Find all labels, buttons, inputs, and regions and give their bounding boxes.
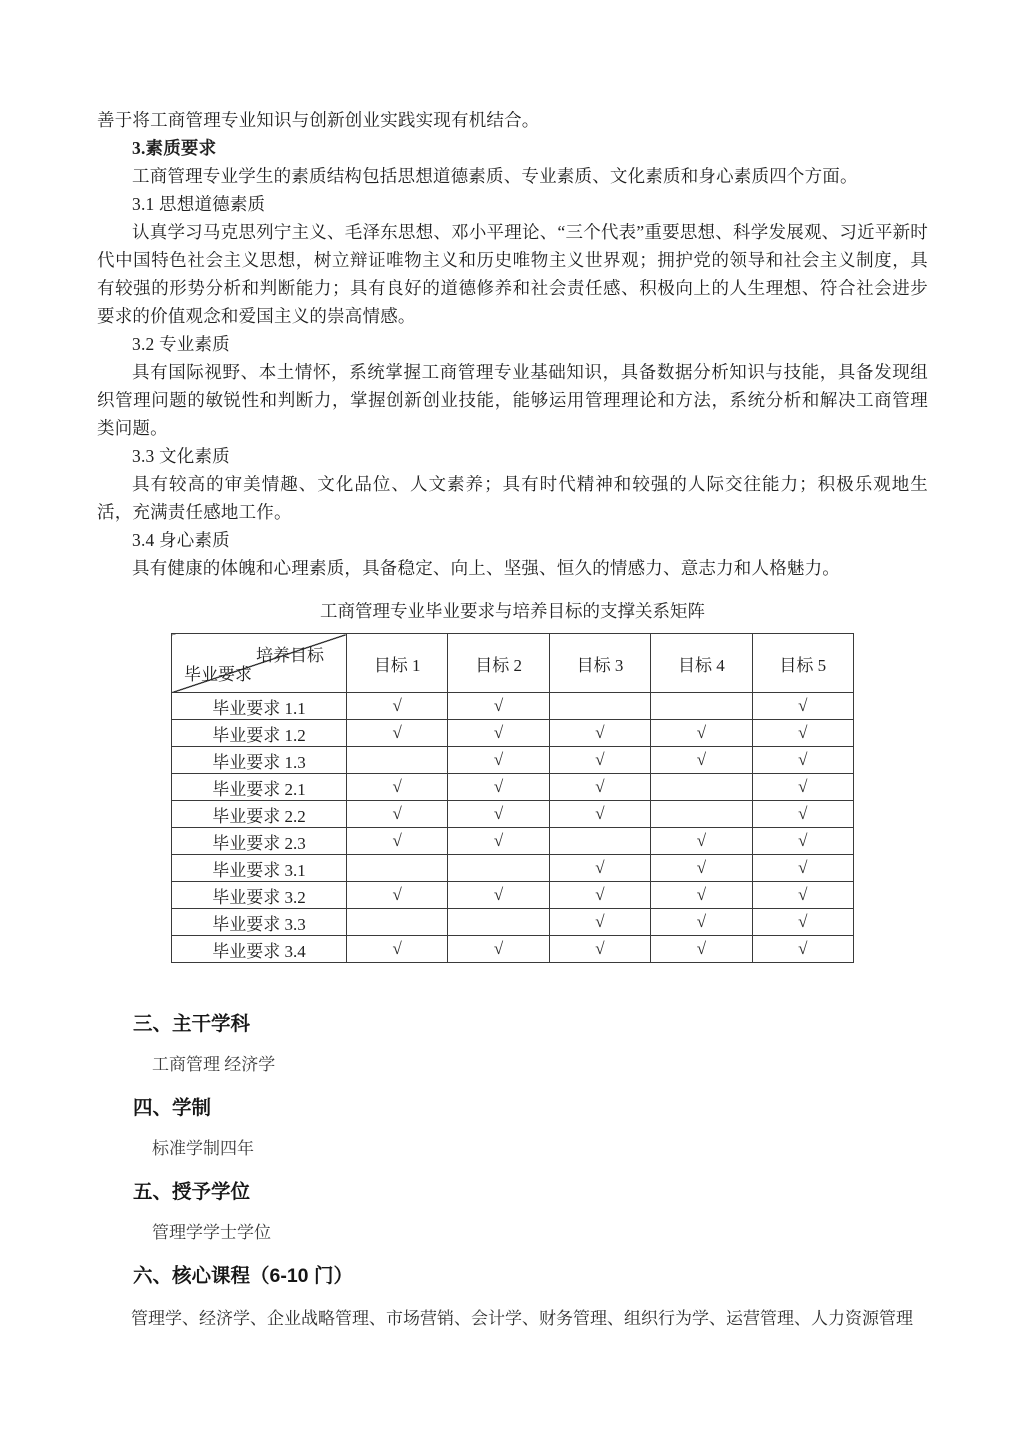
paragraph: 认真学习马克思列宁主义、毛泽东思想、邓小平理论、“三个代表”重要思想、科学发展观、习近平新时代中国特色社会主义思想，树立辩证唯物主义和历史唯物主义世界观；拥护党的领导和社会主义制度，具有较强的形势分析和判断能力；具有良好的道德修养和社会责任感、积极向上的人生理想、符合社会进步要求的价值观念和爱国主义的崇高情感。 <box>97 222 928 326</box>
paragraph: 3.2 专业素质 <box>132 334 230 354</box>
table-row <box>172 909 854 936</box>
check-mark: √ <box>651 909 752 936</box>
empty-cell <box>549 693 650 720</box>
column-header: 目标 4 <box>651 634 752 693</box>
check-mark: √ <box>752 693 853 720</box>
section-body: 工商管理 经济学 <box>152 1055 276 1074</box>
check-mark: √ <box>549 936 650 963</box>
row-label: 毕业要求 1.3 <box>172 747 347 774</box>
support-matrix-table <box>171 633 854 963</box>
check-mark: √ <box>651 855 752 882</box>
section-heading: 三、主干学科 <box>133 1013 251 1035</box>
row-label: 毕业要求 2.2 <box>172 801 347 828</box>
check-mark: √ <box>347 801 448 828</box>
row-label: 毕业要求 3.1 <box>172 855 347 882</box>
check-mark: √ <box>752 882 853 909</box>
paragraph: 3.素质要求 <box>132 138 217 158</box>
section-heading: 五、授予学位 <box>133 1181 251 1203</box>
check-mark: √ <box>448 801 549 828</box>
section-heading: 四、学制 <box>133 1097 212 1119</box>
check-mark: √ <box>752 801 853 828</box>
column-header: 目标 3 <box>549 634 650 693</box>
empty-cell <box>347 747 448 774</box>
check-mark: √ <box>448 882 549 909</box>
check-mark: √ <box>651 882 752 909</box>
check-mark: √ <box>752 936 853 963</box>
section-heading: 六、核心课程（6-10 门） <box>133 1265 353 1287</box>
page-content <box>97 106 928 1333</box>
check-mark: √ <box>651 936 752 963</box>
paragraph: 工商管理专业学生的素质结构包括思想道德素质、专业素质、文化素质和身心素质四个方面。 <box>132 166 858 186</box>
table-row <box>172 693 854 720</box>
matrix-title: 工商管理专业毕业要求与培养目标的支撑关系矩阵 <box>320 601 705 621</box>
matrix-header-row <box>172 634 854 693</box>
check-mark: √ <box>752 747 853 774</box>
check-mark: √ <box>347 774 448 801</box>
corner-label-objectives: 培养目标 <box>256 646 324 665</box>
matrix-body <box>172 693 854 963</box>
empty-cell <box>651 693 752 720</box>
check-mark: √ <box>448 747 549 774</box>
check-mark: √ <box>448 828 549 855</box>
row-label: 毕业要求 3.4 <box>172 936 347 963</box>
check-mark: √ <box>347 720 448 747</box>
check-mark: √ <box>347 936 448 963</box>
check-mark: √ <box>549 747 650 774</box>
check-mark: √ <box>549 720 650 747</box>
paragraph: 具有较高的审美情趣、文化品位、人文素养；具有时代精神和较强的人际交往能力；积极乐观地生活，充满责任感地工作。 <box>97 474 928 522</box>
table-row <box>172 882 854 909</box>
empty-cell <box>549 828 650 855</box>
empty-cell <box>347 855 448 882</box>
section-body: 管理学、经济学、企业战略管理、市场营销、会计学、财务管理、组织行为学、运营管理、人力资源管理 <box>131 1309 913 1328</box>
check-mark: √ <box>347 882 448 909</box>
row-label: 毕业要求 2.3 <box>172 828 347 855</box>
table-row <box>172 828 854 855</box>
table-row <box>172 855 854 882</box>
check-mark: √ <box>448 774 549 801</box>
check-mark: √ <box>347 828 448 855</box>
check-mark: √ <box>549 774 650 801</box>
paragraph: 3.1 思想道德素质 <box>132 194 266 214</box>
check-mark: √ <box>651 828 752 855</box>
check-mark: √ <box>448 720 549 747</box>
corner-label-requirements: 毕业要求 <box>184 665 252 684</box>
check-mark: √ <box>752 828 853 855</box>
table-row <box>172 747 854 774</box>
check-mark: √ <box>549 909 650 936</box>
paragraph: 3.4 身心素质 <box>132 530 230 550</box>
empty-cell <box>347 909 448 936</box>
column-header: 目标 5 <box>752 634 853 693</box>
paragraph: 具有国际视野、本土情怀，系统掌握工商管理专业基础知识，具备数据分析知识与技能，具备发现组织管理问题的敏锐性和判断力，掌握创新创业技能，能够运用管理理论和方法，系统分析和解决工商管理类问题。 <box>97 362 928 438</box>
check-mark: √ <box>549 801 650 828</box>
table-row <box>172 720 854 747</box>
check-mark: √ <box>651 747 752 774</box>
check-mark: √ <box>549 855 650 882</box>
check-mark: √ <box>448 936 549 963</box>
empty-cell <box>651 801 752 828</box>
row-label: 毕业要求 1.2 <box>172 720 347 747</box>
row-label: 毕业要求 3.2 <box>172 882 347 909</box>
lower-sections <box>97 1011 928 1333</box>
check-mark: √ <box>752 720 853 747</box>
table-row <box>172 774 854 801</box>
empty-cell <box>651 774 752 801</box>
paragraph: 3.3 文化素质 <box>132 446 230 466</box>
check-mark: √ <box>752 909 853 936</box>
column-header: 目标 1 <box>347 634 448 693</box>
check-mark: √ <box>448 693 549 720</box>
empty-cell <box>448 909 549 936</box>
matrix-corner-cell <box>172 634 347 693</box>
column-header: 目标 2 <box>448 634 549 693</box>
check-mark: √ <box>347 693 448 720</box>
check-mark: √ <box>651 720 752 747</box>
check-mark: √ <box>752 855 853 882</box>
empty-cell <box>448 855 549 882</box>
row-label: 毕业要求 1.1 <box>172 693 347 720</box>
section-body: 标准学制四年 <box>152 1139 254 1158</box>
row-label: 毕业要求 2.1 <box>172 774 347 801</box>
table-row <box>172 801 854 828</box>
paragraph: 具有健康的体魄和心理素质，具备稳定、向上、坚强、恒久的情感力、意志力和人格魅力。 <box>132 558 840 578</box>
paragraph: 善于将工商管理专业知识与创新创业实践实现有机结合。 <box>97 110 540 130</box>
table-row <box>172 936 854 963</box>
check-mark: √ <box>549 882 650 909</box>
row-label: 毕业要求 3.3 <box>172 909 347 936</box>
quality-requirements-section <box>97 106 928 582</box>
section-body: 管理学学士学位 <box>152 1223 271 1242</box>
check-mark: √ <box>752 774 853 801</box>
